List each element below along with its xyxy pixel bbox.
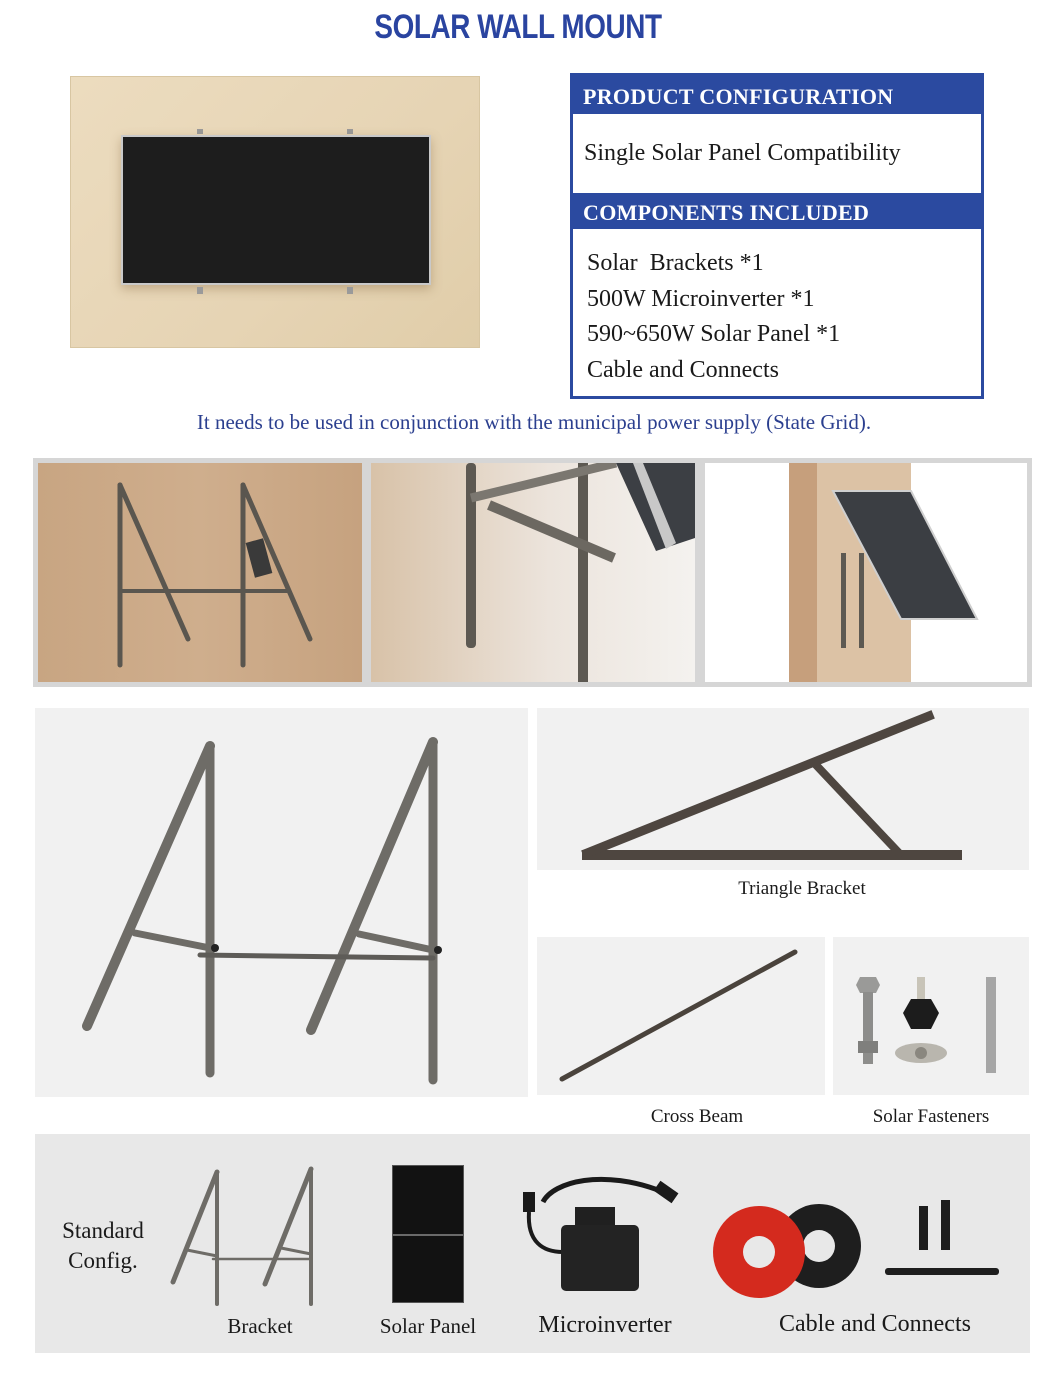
cross-beam-caption: Cross Beam [650, 1106, 744, 1127]
bracket-thumbnail [165, 1164, 325, 1309]
microinverter-thumbnail [513, 1172, 683, 1302]
grid-requirement-note: It needs to be used in conjunction with the municipal power supply (State Grid). [196, 410, 872, 434]
mount-foot [197, 287, 203, 294]
photo-panel-mounted [705, 463, 1027, 682]
cable-and-connects-caption: Cable and Connects [779, 1311, 971, 1337]
product-configuration-value: Single Solar Panel Compatibility [584, 140, 901, 166]
mount-foot [347, 287, 353, 294]
triangle-bracket-image [537, 708, 1029, 870]
solar-panel-caption: Solar Panel [379, 1314, 477, 1338]
solar-fasteners-image [833, 937, 1029, 1095]
installation-photo-strip [33, 458, 1032, 687]
hero-wall-mounted-panel-image [70, 76, 480, 348]
component-item: 500W Microinverter *1 [587, 285, 815, 312]
product-configuration-heading: PRODUCT CONFIGURATION [573, 76, 981, 114]
bracket-assembly-image [35, 708, 528, 1097]
mount-clip [197, 129, 203, 134]
solar-panel-thumbnail [392, 1165, 464, 1303]
standard-config-panel [35, 1134, 1030, 1353]
components-heading: COMPONENTS INCLUDED [573, 193, 981, 229]
bracket-caption: Bracket [227, 1314, 293, 1338]
solar-panel-front [121, 135, 431, 285]
photo-brackets-on-wall [38, 463, 362, 682]
solar-fasteners-caption: Solar Fasteners [872, 1106, 990, 1127]
component-item: Solar Brackets *1 [587, 250, 764, 276]
triangle-bracket-caption: Triangle Bracket [738, 878, 866, 899]
photo-bracket-closeup [371, 463, 695, 682]
standard-config-label: Standard Config. [62, 1218, 144, 1273]
product-config-box [570, 73, 984, 399]
cable-and-connectors-thumbnail [707, 1194, 1007, 1304]
component-item: Cable and Connects [587, 356, 779, 383]
cross-beam-image [537, 937, 825, 1095]
page-title: SOLAR WALL MOUNT [374, 8, 662, 46]
microinverter-caption: Microinverter [538, 1312, 672, 1338]
components-list [587, 246, 840, 388]
component-item: 590~650W Solar Panel *1 [587, 321, 841, 347]
mount-clip [347, 129, 353, 134]
